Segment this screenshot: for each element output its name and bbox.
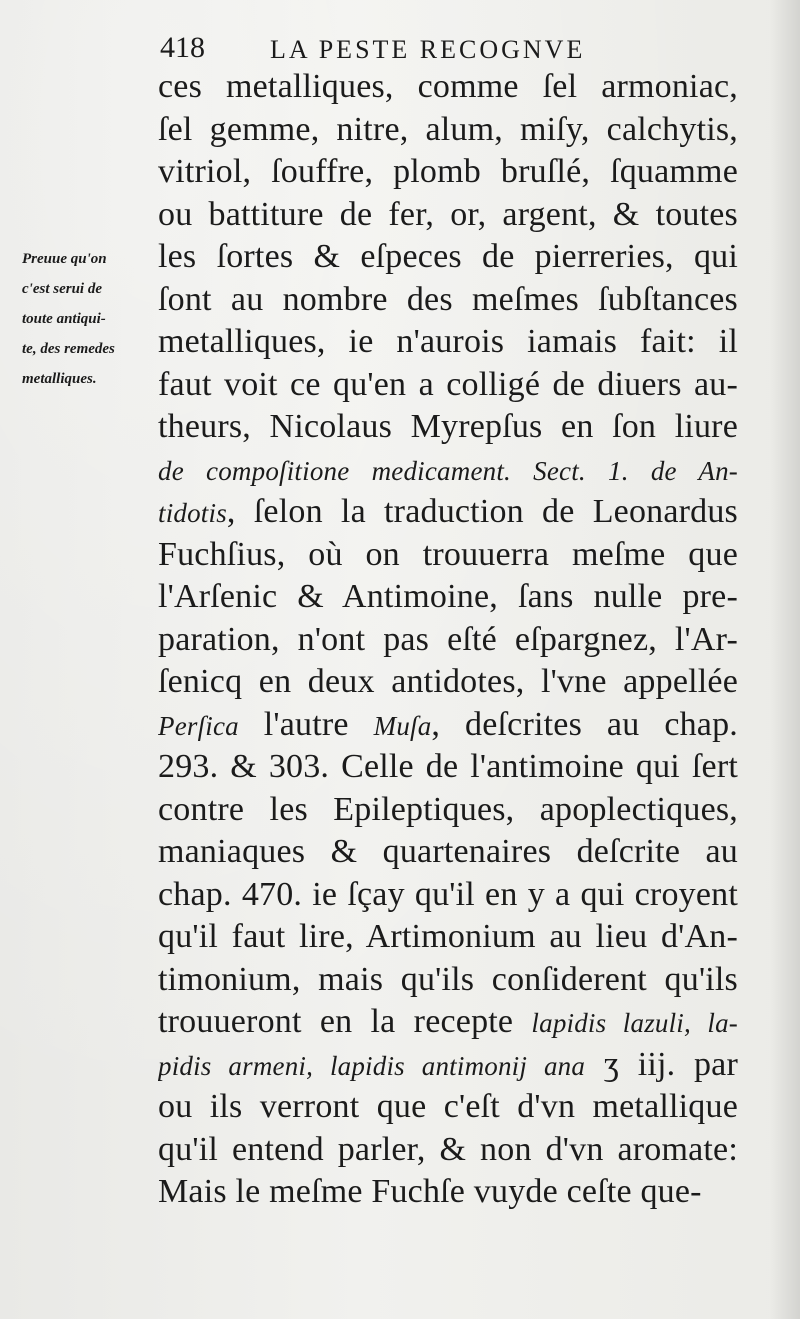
italic-text-segment: tidotis — [158, 498, 227, 528]
italic-text-segment: pidis armeni, lapidis antimonij ana — [158, 1050, 586, 1081]
text-line — [158, 619, 738, 662]
italic-text-segment: lapidis lazuli, la- — [531, 1008, 738, 1038]
text-segment: vitriol, ſouffre, plomb bruſlé, ſquamme — [158, 153, 738, 190]
italic-text-segment: de compoſitione medicament. Sect. 1. de An- — [158, 455, 738, 486]
text-line — [158, 1129, 738, 1172]
text-segment: timonium, mais qu'ils conſiderent qu'ils — [158, 960, 738, 998]
text-line — [158, 449, 738, 492]
page-gutter-shadow — [770, 0, 800, 1319]
text-segment: l'autre — [238, 705, 374, 743]
text-segment: ſel gemme, nitre, alum, miſy, calchytis, — [158, 110, 738, 148]
text-line — [158, 789, 738, 832]
text-segment: Fuchſius, où on trouuerra meſme que — [158, 535, 738, 573]
text-line — [158, 1171, 738, 1214]
text-line — [158, 194, 738, 237]
text-line — [158, 1044, 738, 1087]
text-segment: ces metalliques, comme ſel armoniac, — [158, 68, 738, 105]
marginal-note-line: Preuue qu'on — [22, 251, 107, 267]
text-line — [158, 874, 738, 917]
text-line — [158, 916, 738, 959]
italic-text-segment: Muſa — [373, 710, 432, 741]
text-segment: contre les Epileptiques, apoplectiques, — [158, 790, 738, 828]
text-segment: , ſelon la traduction de Leonardus — [226, 493, 738, 530]
text-line — [158, 279, 738, 322]
text-segment: chap. 470. ie ſçay qu'il en y a qui croyent — [158, 875, 738, 913]
text-segment: qu'il entend parler, & non d'vn aromate: — [158, 1130, 738, 1168]
marginal-note-line: toute antiqui- — [22, 311, 106, 327]
text-segment: ſont au nombre des meſmes ſubſtances — [158, 280, 738, 318]
text-segment: ſenicq en deux antidotes, l'vne appellée — [158, 663, 738, 700]
text-segment: ou battiture de fer, or, argent, & toutes — [158, 195, 738, 233]
text-segment: trouueront en la recepte — [158, 1003, 532, 1040]
text-segment: 293. & 303. Celle de l'antimoine qui ſert — [158, 748, 738, 785]
text-line — [158, 1001, 738, 1044]
page-header — [160, 28, 760, 68]
text-line — [158, 66, 738, 109]
text-line — [158, 576, 738, 619]
text-segment: les ſortes & eſpeces de pierreries, qui — [158, 238, 738, 275]
text-segment: Mais le meſme Fuchſe vuyde ceſte que- — [158, 1173, 702, 1210]
text-line — [158, 151, 738, 194]
text-line — [158, 831, 738, 874]
marginal-note — [22, 244, 162, 394]
page-number: 418 — [160, 31, 205, 64]
running-title: LA PESTE RECOGNVE — [270, 35, 586, 64]
marginal-note-line: te, des remedes — [22, 341, 115, 357]
text-segment: faut voit ce qu'en a colligé de diuers au- — [158, 365, 738, 403]
text-segment: ou ils verront que c'eſt d'vn metallique — [158, 1088, 738, 1125]
italic-text-segment: Perſica — [158, 710, 239, 741]
body-text — [158, 66, 738, 1214]
text-line — [158, 959, 738, 1002]
text-segment: theurs, Nicolaus Myrepſus en ſon liure — [158, 408, 738, 445]
text-segment: maniaques & quartenaires deſcrite au — [158, 833, 738, 870]
text-line — [158, 746, 738, 789]
text-line — [158, 491, 738, 534]
text-line — [158, 534, 738, 577]
text-line — [158, 1086, 738, 1129]
text-segment: paration, n'ont pas eſté eſpargnez, l'Ar- — [158, 620, 738, 658]
text-segment: metalliques, ie n'aurois iamais fait: il — [158, 323, 738, 360]
text-line — [158, 236, 738, 279]
text-line — [158, 661, 738, 704]
text-line — [158, 704, 738, 747]
text-line — [158, 364, 738, 407]
text-segment: , deſcrites au chap. — [431, 705, 738, 743]
text-line — [158, 109, 738, 152]
marginal-note-line: metalliques. — [22, 371, 97, 387]
text-segment: ʒ iij. par — [585, 1045, 738, 1083]
text-segment: qu'il faut lire, Artimonium au lieu d'An- — [158, 918, 738, 955]
text-segment: l'Arſenic & Antimoine, ſans nulle pre- — [158, 578, 738, 615]
text-line — [158, 321, 738, 364]
marginal-note-line: c'est serui de — [22, 281, 102, 297]
text-line — [158, 406, 738, 449]
